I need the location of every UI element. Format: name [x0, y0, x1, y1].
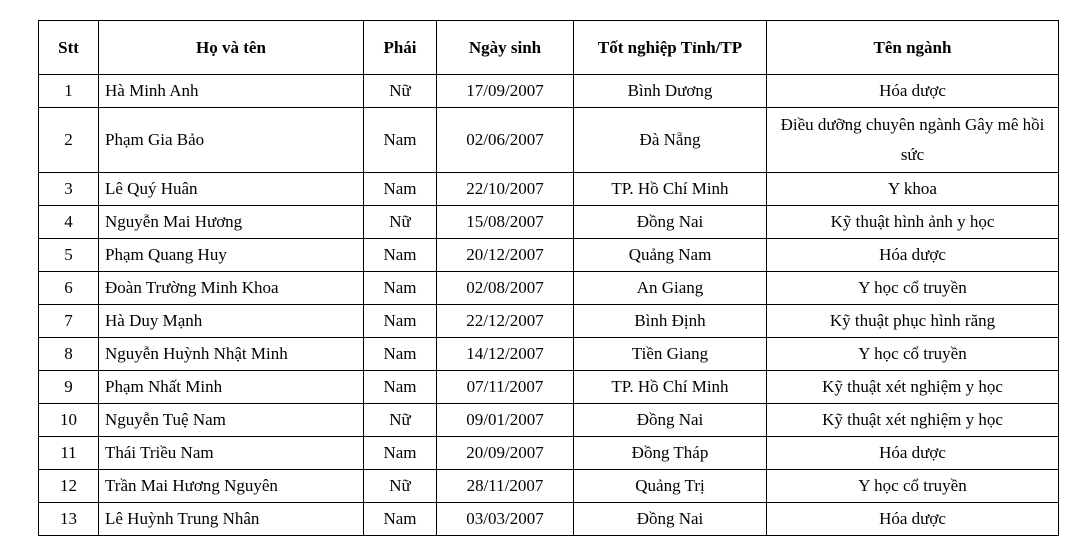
cell-name: Phạm Quang Huy — [99, 239, 364, 272]
cell-dob: 02/06/2007 — [437, 108, 574, 173]
cell-major: Y học cổ truyền — [767, 272, 1059, 305]
column-header-stt: Stt — [39, 21, 99, 75]
cell-major: Hóa dược — [767, 75, 1059, 108]
table-row — [39, 503, 1059, 536]
table-row — [39, 470, 1059, 503]
table-row — [39, 108, 1059, 173]
cell-stt: 1 — [39, 75, 99, 108]
cell-dob: 22/12/2007 — [437, 305, 574, 338]
cell-gender: Nữ — [364, 206, 437, 239]
cell-major: Kỹ thuật phục hình răng — [767, 305, 1059, 338]
cell-dob: 28/11/2007 — [437, 470, 574, 503]
cell-dob: 07/11/2007 — [437, 371, 574, 404]
header-row — [39, 21, 1059, 75]
cell-province: Đồng Nai — [574, 404, 767, 437]
table-row — [39, 437, 1059, 470]
cell-gender: Nam — [364, 239, 437, 272]
cell-stt: 6 — [39, 272, 99, 305]
cell-major: Hóa dược — [767, 503, 1059, 536]
cell-gender: Nam — [364, 503, 437, 536]
cell-major: Hóa dược — [767, 437, 1059, 470]
column-header-dob: Ngày sinh — [437, 21, 574, 75]
cell-province: Quảng Nam — [574, 239, 767, 272]
cell-stt: 10 — [39, 404, 99, 437]
cell-gender: Nam — [364, 371, 437, 404]
cell-gender: Nam — [364, 305, 437, 338]
cell-gender: Nam — [364, 338, 437, 371]
cell-name: Lê Huỳnh Trung Nhân — [99, 503, 364, 536]
cell-province: Bình Dương — [574, 75, 767, 108]
table-row — [39, 371, 1059, 404]
cell-name: Hà Minh Anh — [99, 75, 364, 108]
cell-gender: Nam — [364, 437, 437, 470]
column-header-gender: Phái — [364, 21, 437, 75]
cell-stt: 3 — [39, 173, 99, 206]
cell-stt: 5 — [39, 239, 99, 272]
cell-gender: Nữ — [364, 470, 437, 503]
cell-stt: 7 — [39, 305, 99, 338]
cell-province: Bình Định — [574, 305, 767, 338]
table-row — [39, 404, 1059, 437]
cell-name: Nguyễn Tuệ Nam — [99, 404, 364, 437]
cell-province: TP. Hồ Chí Minh — [574, 371, 767, 404]
table-row — [39, 272, 1059, 305]
table-row — [39, 239, 1059, 272]
cell-province: Đồng Nai — [574, 206, 767, 239]
cell-name: Nguyễn Huỳnh Nhật Minh — [99, 338, 364, 371]
column-header-name: Họ và tên — [99, 21, 364, 75]
cell-gender: Nữ — [364, 75, 437, 108]
column-header-province: Tốt nghiệp Tỉnh/TP — [574, 21, 767, 75]
cell-name: Nguyễn Mai Hương — [99, 206, 364, 239]
cell-name: Hà Duy Mạnh — [99, 305, 364, 338]
table-row — [39, 75, 1059, 108]
cell-stt: 12 — [39, 470, 99, 503]
cell-province: Tiền Giang — [574, 338, 767, 371]
cell-major: Kỹ thuật xét nghiệm y học — [767, 404, 1059, 437]
cell-dob: 20/12/2007 — [437, 239, 574, 272]
cell-name: Thái Triều Nam — [99, 437, 364, 470]
cell-dob: 09/01/2007 — [437, 404, 574, 437]
table-row — [39, 173, 1059, 206]
cell-major: Kỹ thuật hình ảnh y học — [767, 206, 1059, 239]
table-row — [39, 206, 1059, 239]
cell-province: Đồng Tháp — [574, 437, 767, 470]
cell-province: Đồng Nai — [574, 503, 767, 536]
cell-stt: 8 — [39, 338, 99, 371]
cell-major: Y học cổ truyền — [767, 470, 1059, 503]
cell-stt: 11 — [39, 437, 99, 470]
cell-name: Trần Mai Hương Nguyên — [99, 470, 364, 503]
cell-dob: 03/03/2007 — [437, 503, 574, 536]
cell-gender: Nam — [364, 272, 437, 305]
table-row — [39, 305, 1059, 338]
cell-gender: Nam — [364, 173, 437, 206]
cell-name: Đoàn Trường Minh Khoa — [99, 272, 364, 305]
cell-stt: 9 — [39, 371, 99, 404]
cell-province: Quảng Trị — [574, 470, 767, 503]
cell-major: Kỹ thuật xét nghiệm y học — [767, 371, 1059, 404]
cell-dob: 20/09/2007 — [437, 437, 574, 470]
cell-province: Đà Nẵng — [574, 108, 767, 173]
cell-gender: Nam — [364, 108, 437, 173]
column-header-major: Tên ngành — [767, 21, 1059, 75]
cell-dob: 15/08/2007 — [437, 206, 574, 239]
cell-dob: 22/10/2007 — [437, 173, 574, 206]
cell-name: Phạm Gia Bảo — [99, 108, 364, 173]
cell-major: Y khoa — [767, 173, 1059, 206]
cell-stt: 13 — [39, 503, 99, 536]
cell-province: An Giang — [574, 272, 767, 305]
student-table — [38, 20, 1059, 536]
cell-dob: 14/12/2007 — [437, 338, 574, 371]
cell-dob: 02/08/2007 — [437, 272, 574, 305]
cell-major: Y học cổ truyền — [767, 338, 1059, 371]
cell-stt: 4 — [39, 206, 99, 239]
cell-name: Lê Quý Huân — [99, 173, 364, 206]
cell-dob: 17/09/2007 — [437, 75, 574, 108]
cell-major: Điều dưỡng chuyên ngành Gây mê hồi sức — [767, 108, 1059, 173]
cell-name: Phạm Nhất Minh — [99, 371, 364, 404]
cell-stt: 2 — [39, 108, 99, 173]
cell-province: TP. Hồ Chí Minh — [574, 173, 767, 206]
cell-major: Hóa dược — [767, 239, 1059, 272]
cell-gender: Nữ — [364, 404, 437, 437]
table-row — [39, 338, 1059, 371]
table-body — [39, 75, 1059, 536]
table-header — [39, 21, 1059, 75]
